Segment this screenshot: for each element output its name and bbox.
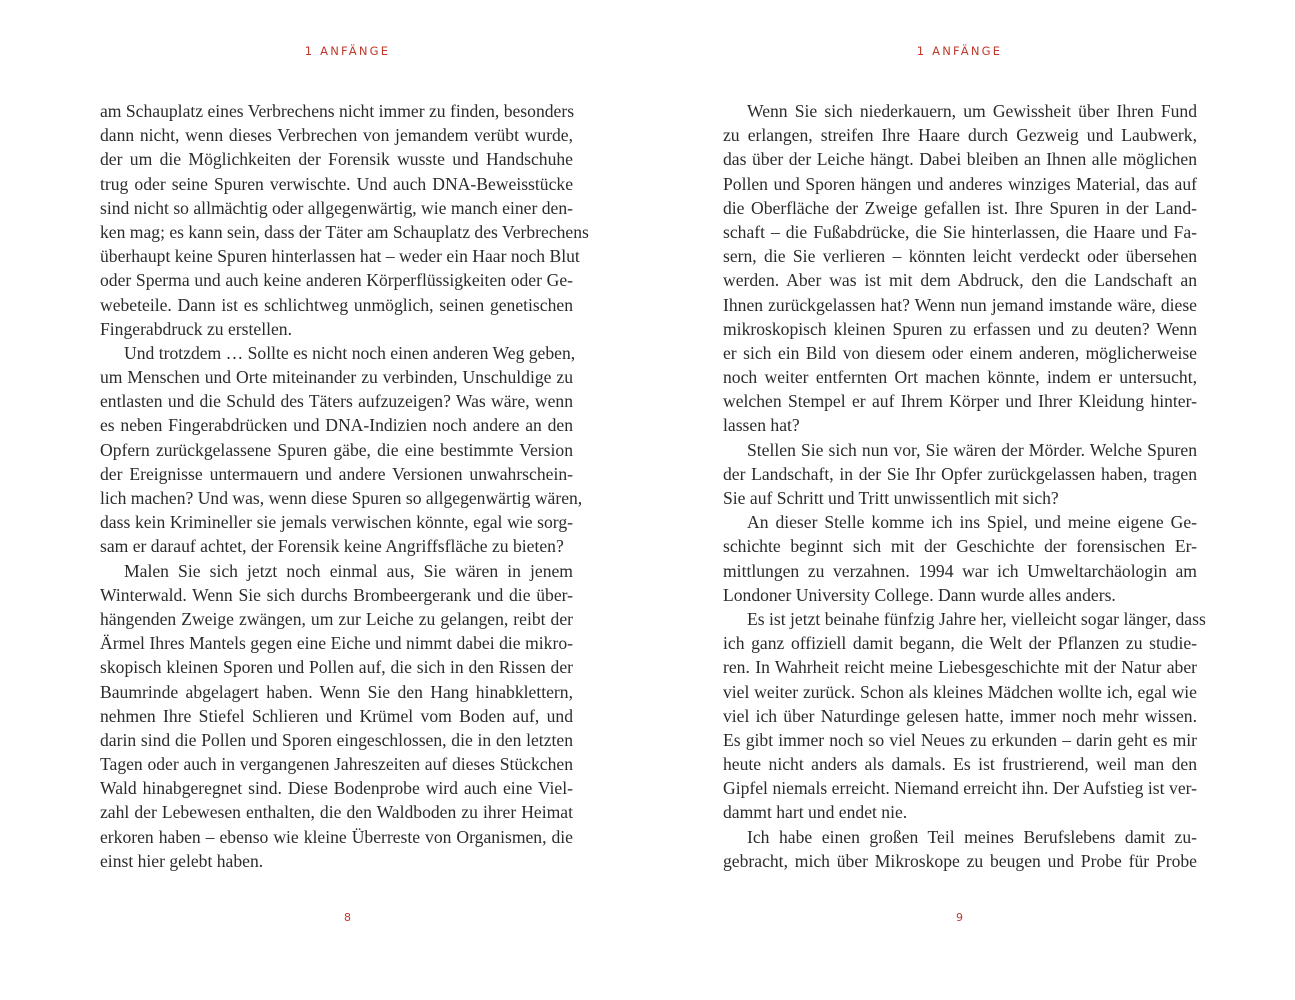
text-line: Es ist jetzt beinahe fünfzig Jahre her, vielleicht sogar länger, dass (747, 608, 1206, 629)
text-line: sam er darauf achtet, der Forensik keine Angriffsfläche zu bieten? (100, 536, 564, 557)
text-line: Ihnen zurückgelassen hat? Wenn nun jemand imstande wäre, diese (723, 294, 1197, 315)
text-line: darin sind die Pollen und Sporen eingeschlossen, die in den letzten (100, 729, 573, 750)
text-line: lich machen? Und was, wenn diese Spuren so allgegenwärtig wären, (100, 488, 583, 508)
right-page (648, 0, 1295, 1000)
text-line: heute nicht anders als damals. Es ist frustrierend, weil man den (723, 754, 1197, 775)
text-line: die Oberfläche der Zweige gefallen ist. Ihre Spuren in der Land- (723, 197, 1197, 218)
text-line: der Ereignisse untermauern und andere Versionen unwahrschein- (100, 463, 573, 484)
text-line: am Schauplatz eines Verbrechens nicht immer zu finden, besonders (100, 101, 575, 121)
page-number: 9 (956, 911, 963, 924)
text-line: einst hier gelebt haben. (100, 850, 264, 871)
text-line: schaft – die Fußabdrücke, die Sie hinterlassen, die Haare und Fa- (723, 221, 1197, 242)
text-line: er sich ein Bild von diesem oder einem anderen, möglicherweise (723, 342, 1197, 363)
text-line: erkoren haben – ebenso wie kleine Überreste von Organismen, die (100, 826, 573, 847)
text-line: ken mag; es kann sein, dass der Täter am Schauplatz des Verbrechens (100, 221, 589, 242)
text-line: es neben Fingerabdrücken und DNA-Indizien noch andere an den (100, 415, 573, 436)
text-line: nehmen Ihre Stiefel Schlieren und Krümel vom Boden auf, und (100, 705, 573, 726)
text-line: skopisch kleinen Sporen und Pollen auf, die sich in den Rissen der (100, 657, 573, 678)
text-line: mikroskopisch kleinen Spuren zu erfassen und zu deuten? Wenn (723, 318, 1197, 339)
text-line: dass kein Krimineller sie jemals verwischen könnte, egal wie sorg- (100, 512, 573, 533)
paragraph (723, 607, 1206, 825)
text-line: lassen hat? (723, 415, 800, 436)
text-line: welchen Stempel er auf Ihrem Körper und Ihrer Kleidung hinter- (723, 391, 1197, 412)
body-text (100, 99, 589, 873)
paragraph (100, 99, 589, 341)
text-line: ich ganz offiziell damit begann, die Welt der Pflanzen zu studie- (723, 633, 1197, 654)
text-line: viel ich über Naturdinge gelesen hatte, immer noch mehr wissen. (723, 705, 1197, 726)
text-line: zahl der Lebewesen enthalten, die den Waldboden zu ihrer Heimat (100, 802, 573, 823)
text-line: werden. Aber was ist mit dem Abdruck, den die Landschaft an (723, 270, 1197, 291)
text-line: schichte beginnt sich mit der Geschichte der forensischen Er- (723, 536, 1197, 557)
text-line: An dieser Stelle komme ich ins Spiel, und meine eigene Ge- (747, 512, 1197, 533)
text-line: Und trotzdem … Sollte es nicht noch einen anderen Weg geben, (124, 342, 576, 363)
text-line: viel weiter zurück. Schon als kleines Mädchen wollte ich, egal wie (723, 681, 1197, 702)
text-line: trug oder seine Spuren verwischte. Und auch DNA-Beweisstücke (100, 173, 573, 194)
paragraph (100, 341, 583, 559)
text-line: Gipfel niemals erreicht. Niemand erreicht ihn. Der Aufstieg ist ver- (723, 778, 1197, 799)
text-line: Fingerabdruck zu erstellen. (100, 318, 292, 339)
paragraph (723, 438, 1197, 511)
left-page (0, 0, 647, 1000)
running-head: 1 ANFÄNGE (304, 44, 391, 58)
text-line: Stellen Sie sich nun vor, Sie wären der Mörder. Welche Spuren (747, 439, 1197, 460)
text-line: zu erlangen, streifen Ihre Haare durch Gezweig und Laubwerk, (723, 125, 1197, 146)
text-line: Londoner University College. Dann wurde alles anders. (723, 584, 1116, 605)
text-line: Wenn Sie sich niederkauern, um Gewissheit über Ihren Fund (747, 101, 1197, 121)
text-line: überhaupt keine Spuren hinterlassen hat – weder ein Haar noch Blut (100, 246, 580, 267)
text-line: Baumrinde abgelagert haben. Wenn Sie den Hang hinabklettern, (100, 681, 573, 702)
text-line: Ärmel Ihres Mantels gegen eine Eiche und nimmt dabei die mikro- (100, 633, 573, 654)
text-line: dammt hart und endet nie. (723, 802, 908, 823)
text-line: der um die Möglichkeiten der Forensik wusste und Handschuhe (100, 149, 573, 170)
paragraph (723, 99, 1197, 438)
text-line: Malen Sie sich jetzt noch einmal aus, Sie wären in jenem (124, 560, 573, 581)
text-line: sern, die Sie verlieren – könnten leicht verdeckt oder übersehen (723, 246, 1197, 267)
running-head: 1 ANFÄNGE (916, 44, 1003, 58)
text-line: gebracht, mich über Mikroskope zu beugen und Probe für Probe (723, 850, 1197, 871)
text-line: Pollen und Sporen hängen und anderes winziges Material, das auf (723, 173, 1197, 194)
text-line: der Landschaft, in der Sie Ihr Opfer zurückgelassen haben, tragen (723, 463, 1197, 484)
text-line: Es gibt immer noch so viel Neues zu erkunden – darin geht es mir (723, 729, 1197, 750)
text-line: Sie auf Schritt und Tritt unwissentlich mit sich? (723, 488, 1059, 508)
text-line: entlasten und die Schuld des Täters aufzuzeigen? Was wäre, wenn (100, 391, 573, 412)
text-line: ren. In Wahrheit reicht meine Liebesgeschichte mit der Natur aber (723, 657, 1197, 678)
text-line: das über der Leiche hängt. Dabei bleiben an Ihnen alle möglichen (723, 149, 1197, 170)
paragraph (723, 825, 1197, 873)
text-line: noch weiter entfernten Ort machen könnte, indem er untersucht, (723, 367, 1197, 388)
text-line: oder Sperma und auch keine anderen Körperflüssigkeiten oder Ge- (100, 270, 573, 291)
text-line: mittlungen zu verzahnen. 1994 war ich Umweltarchäologin am (723, 560, 1197, 581)
text-line: Opfern zurückgelassene Spuren gäbe, die eine bestimmte Version (100, 439, 573, 460)
body-text (723, 99, 1206, 873)
text-line: webeteile. Dann ist es schlichtweg unmöglich, seinen genetischen (100, 294, 573, 315)
text-line: Ich habe einen großen Teil meines Berufslebens damit zu- (747, 826, 1197, 847)
text-line: um Menschen und Orte miteinander zu verbinden, Unschuldige zu (100, 367, 573, 388)
paragraph (723, 510, 1197, 607)
text-line: sind nicht so allmächtig oder allgegenwärtig, wie manch einer den- (100, 197, 573, 218)
page-number: 8 (344, 911, 351, 924)
text-line: Tagen oder auch in vergangenen Jahreszeiten auf dieses Stückchen (100, 754, 573, 775)
text-line: dann nicht, wenn dieses Verbrechen von jemandem verübt wurde, (100, 125, 573, 146)
text-line: hängenden Zweige zwängen, um zur Leiche zu gelangen, reibt der (100, 608, 573, 629)
text-line: Winterwald. Wenn Sie sich durchs Brombeergerank und die über- (100, 584, 573, 605)
paragraph (100, 559, 573, 873)
text-line: Wald hinabgeregnet sind. Diese Bodenprobe wird auch eine Viel- (100, 778, 573, 799)
